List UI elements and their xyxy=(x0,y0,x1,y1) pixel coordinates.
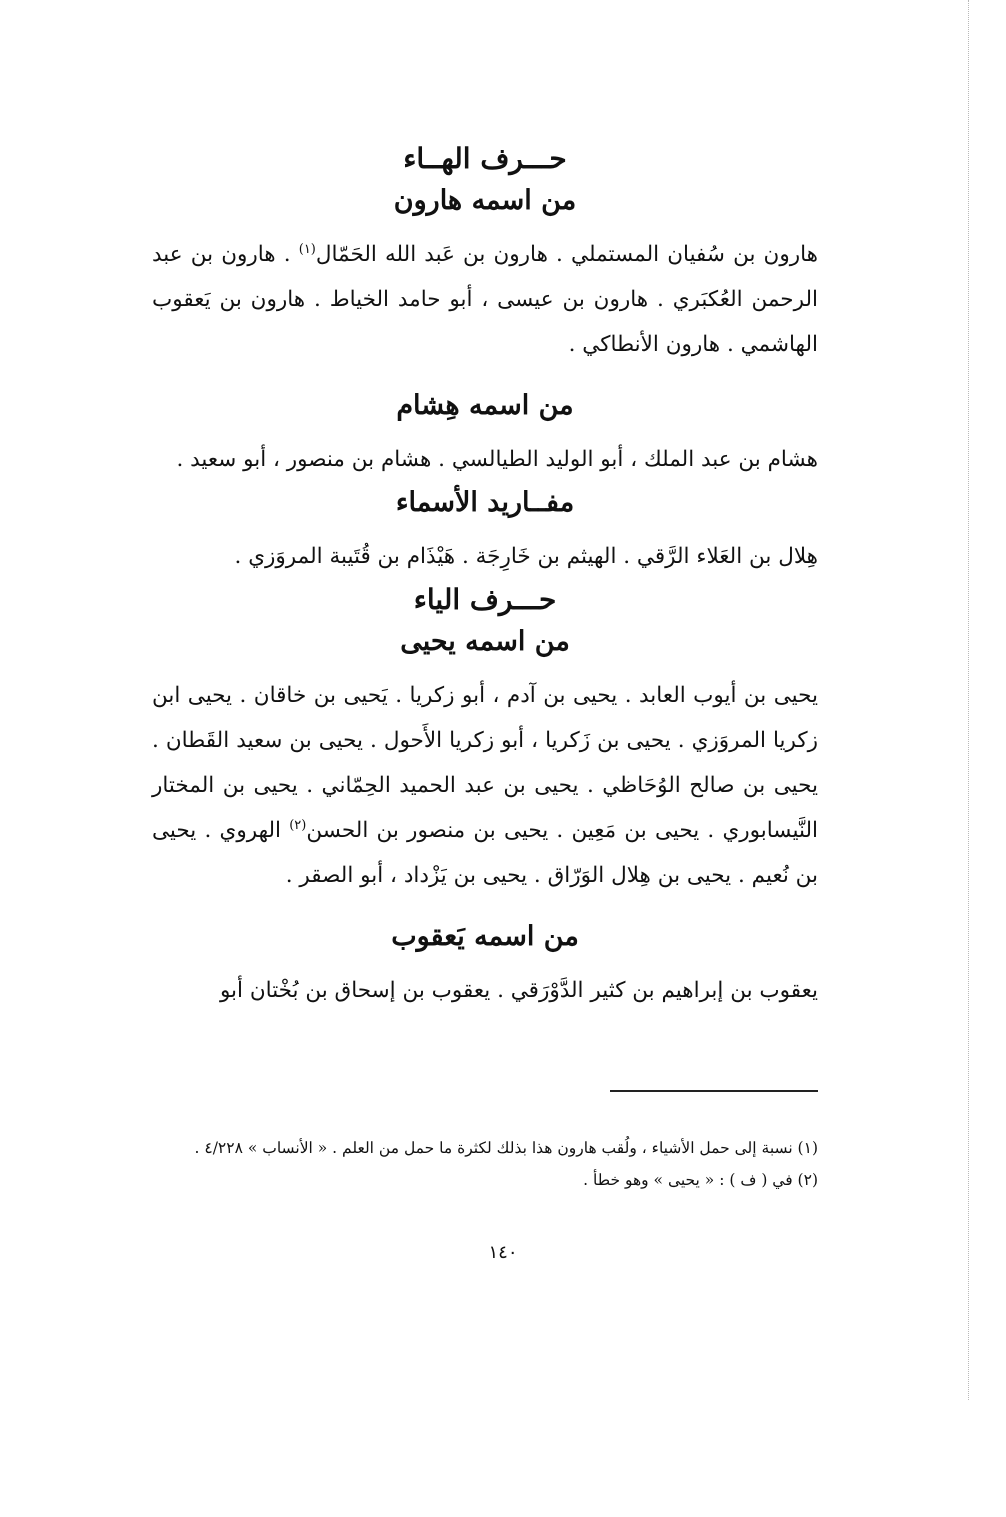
footnote-divider xyxy=(610,1090,818,1092)
paragraph-mafarid: هِلال بن العَلاء الرَّقي . الهيثم بن خَارِجَة . هَيْذَام بن قُتَيبة المروَزي . xyxy=(234,544,818,569)
footnote-1: (١) نسبة إلى حمل الأشياء ، ولُقب هارون هذا بذلك لكثرة ما حمل من العلم . « الأنساب » ٤/٢٢٨ . xyxy=(194,1139,818,1157)
footnote-2: (٢) في ( ف ) : « يحيى » وهو خطأ . xyxy=(583,1171,818,1189)
section-heading-hisham: من اسمه هِشام xyxy=(396,390,574,421)
letter-heading-ha: حـــرف الهــاء xyxy=(403,142,567,175)
section-heading-harun: من اسمه هارون xyxy=(393,185,577,216)
footnotes xyxy=(152,1132,818,1196)
paragraph-hisham: هشام بن عبد الملك ، أبو الوليد الطيالسي . هشام بن منصور ، أبو سعيد . xyxy=(176,447,818,472)
scan-margin-line xyxy=(968,0,969,1400)
paragraph-yahya-text-1: يحيى بن أيوب العابد . يحيى بن آدم ، أبو زكريا . يَحيى بن خاقان . يحيى ابن زكريا المروَزي . يحيى بن زَكريا ، أبو زكريا الأَحول . يحيى بن سعيد القَطان . يحيى بن صالح الوُحَاظي . يحيى بن عبد الحميد الحِمّاني . يحيى بن المختار النَّيسابوري . يحيى بن مَعِين . يحيى بن منصور بن الحسن xyxy=(152,683,818,843)
letter-heading-ya: حـــرف الياء xyxy=(413,583,557,616)
paragraph-harun-text-2: . هارون بن عبد الرحمن العُكبَري . هارون بن عيسى ، أبو حامد الخياط . هارون بن يَعقوب الهاشمي . هارون الأنطاكي . xyxy=(152,242,818,357)
paragraph-yahya-text-2: الهروي . يحيى بن نُعيم . يحيى بن هِلال الوَرّاق . يحيى بن يَزْداد ، أبو الصقر . xyxy=(152,818,818,888)
section-heading-yaqub: من اسمه يَعقوب xyxy=(391,921,579,952)
page-number: ١٤٠ xyxy=(488,1242,518,1263)
main-text-column xyxy=(152,138,818,1013)
footnote-ref-2: (٢) xyxy=(289,817,307,833)
paragraph-harun-text-1: هارون بن سُفيان المستملي . هارون بن عَبد الله الحَمّال xyxy=(315,242,818,267)
section-heading-mafarid: مفــاريد الأسماء xyxy=(395,487,575,518)
footnote-ref-1: (١) xyxy=(298,241,316,257)
paragraph-yaqub: يعقوب بن إبراهيم بن كثير الدَّوْرَقي . يعقوب بن إسحاق بن بُخْتان أبو xyxy=(219,978,818,1003)
paragraph-harun xyxy=(152,232,818,367)
paragraph-yahya xyxy=(152,673,818,898)
section-heading-yahya: من اسمه يحيى xyxy=(400,626,570,657)
